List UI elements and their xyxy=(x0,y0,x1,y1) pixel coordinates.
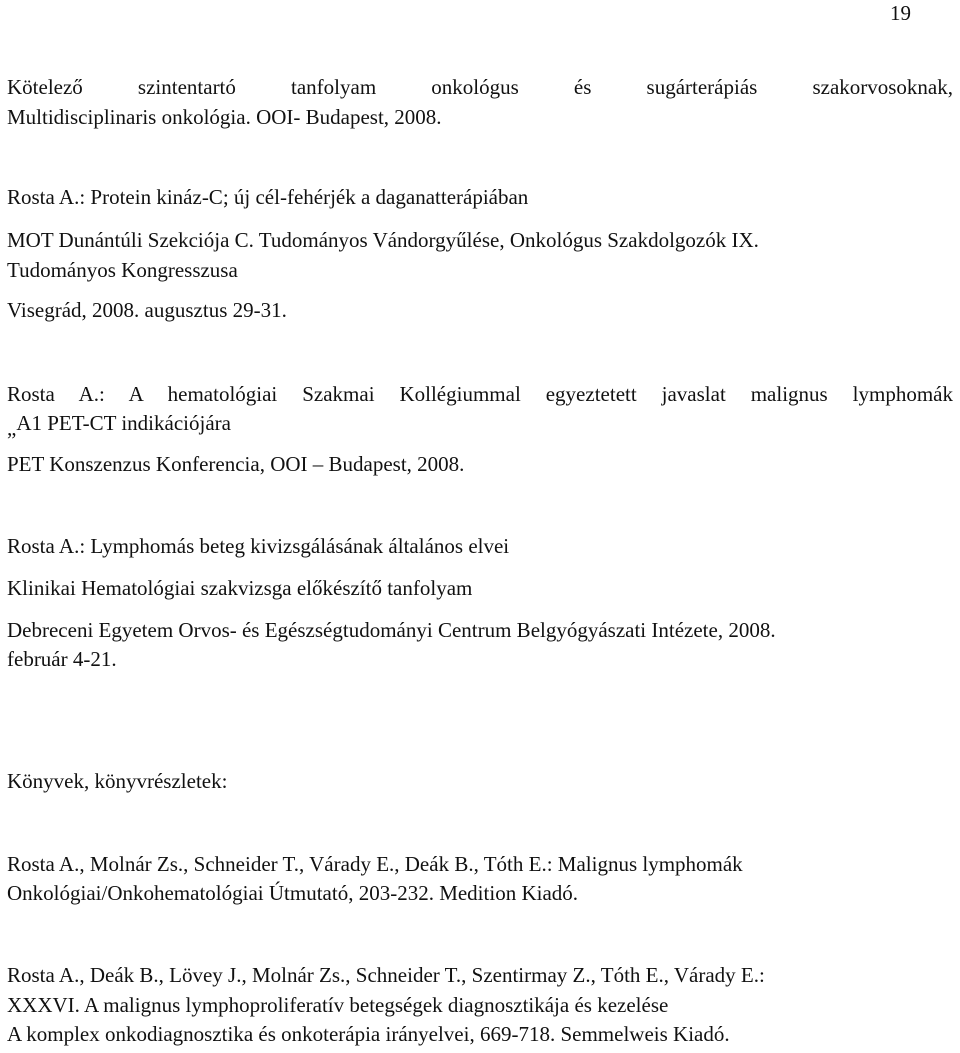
lecture-title-continued xyxy=(7,410,953,440)
section-heading: Könyvek, könyvrészletek: xyxy=(7,769,228,793)
event-name-continued: Tudományos Kongresszusa xyxy=(7,258,238,282)
page-number: 19 xyxy=(890,1,911,25)
lecture-title: Rosta A.: Lymphomás beteg kivizsgálásának általános elvei xyxy=(7,534,510,558)
opening-quote-mark: „ xyxy=(7,416,17,440)
book-chapter-title: XXXVI. A malignus lymphoproliferatív betegségek diagnosztikája és kezelése xyxy=(7,993,669,1017)
event-name: MOT Dunántúli Szekciója C. Tudományos Vándorgyűlése, Onkológus Szakdolgozók IX. xyxy=(7,228,759,252)
event-location-date: Visegrád, 2008. augusztus 29-31. xyxy=(7,298,287,322)
event-date-continued: február 4-21. xyxy=(7,647,117,671)
event-name: Klinikai Hematológiai szakvizsga előkészítő tanfolyam xyxy=(7,576,473,600)
text-line: Kötelező szintentartó tanfolyam onkológus és sugárterápiás szakorvosoknak, xyxy=(7,75,953,99)
event-name: PET Konszenzus Konferencia, OOI – Budapest, 2008. xyxy=(7,452,465,476)
book-authors: Rosta A., Deák B., Lövey J., Molnár Zs., Schneider T., Szentirmay Z., Tóth E., Várady E.: xyxy=(7,963,765,987)
text-line: Multidisciplinaris onkológia. OOI- Budapest, 2008. xyxy=(7,105,442,129)
lecture-title: Rosta A.: Protein kináz-C; új cél-fehérjék a daganatterápiában xyxy=(7,185,529,209)
book-source: A komplex onkodiagnosztika és onkoterápia irányelvei, 669-718. Semmelweis Kiadó. xyxy=(7,1022,730,1046)
lecture-title: Rosta A.: A hematológiai Szakmai Kollégiummal egyeztetett javaslat malignus lymphomák xyxy=(7,382,953,406)
event-location-date: Debreceni Egyetem Orvos- és Egészségtudományi Centrum Belgyógyászati Intézete, 2008. xyxy=(7,618,776,642)
lecture-title-text: A1 PET-CT indikációjára xyxy=(16,411,231,435)
book-source: Onkológiai/Onkohematológiai Útmutató, 203-232. Medition Kiadó. xyxy=(7,881,579,905)
book-authors-title: Rosta A., Molnár Zs., Schneider T., Várady E., Deák B., Tóth E.: Malignus lymphomák xyxy=(7,852,743,876)
